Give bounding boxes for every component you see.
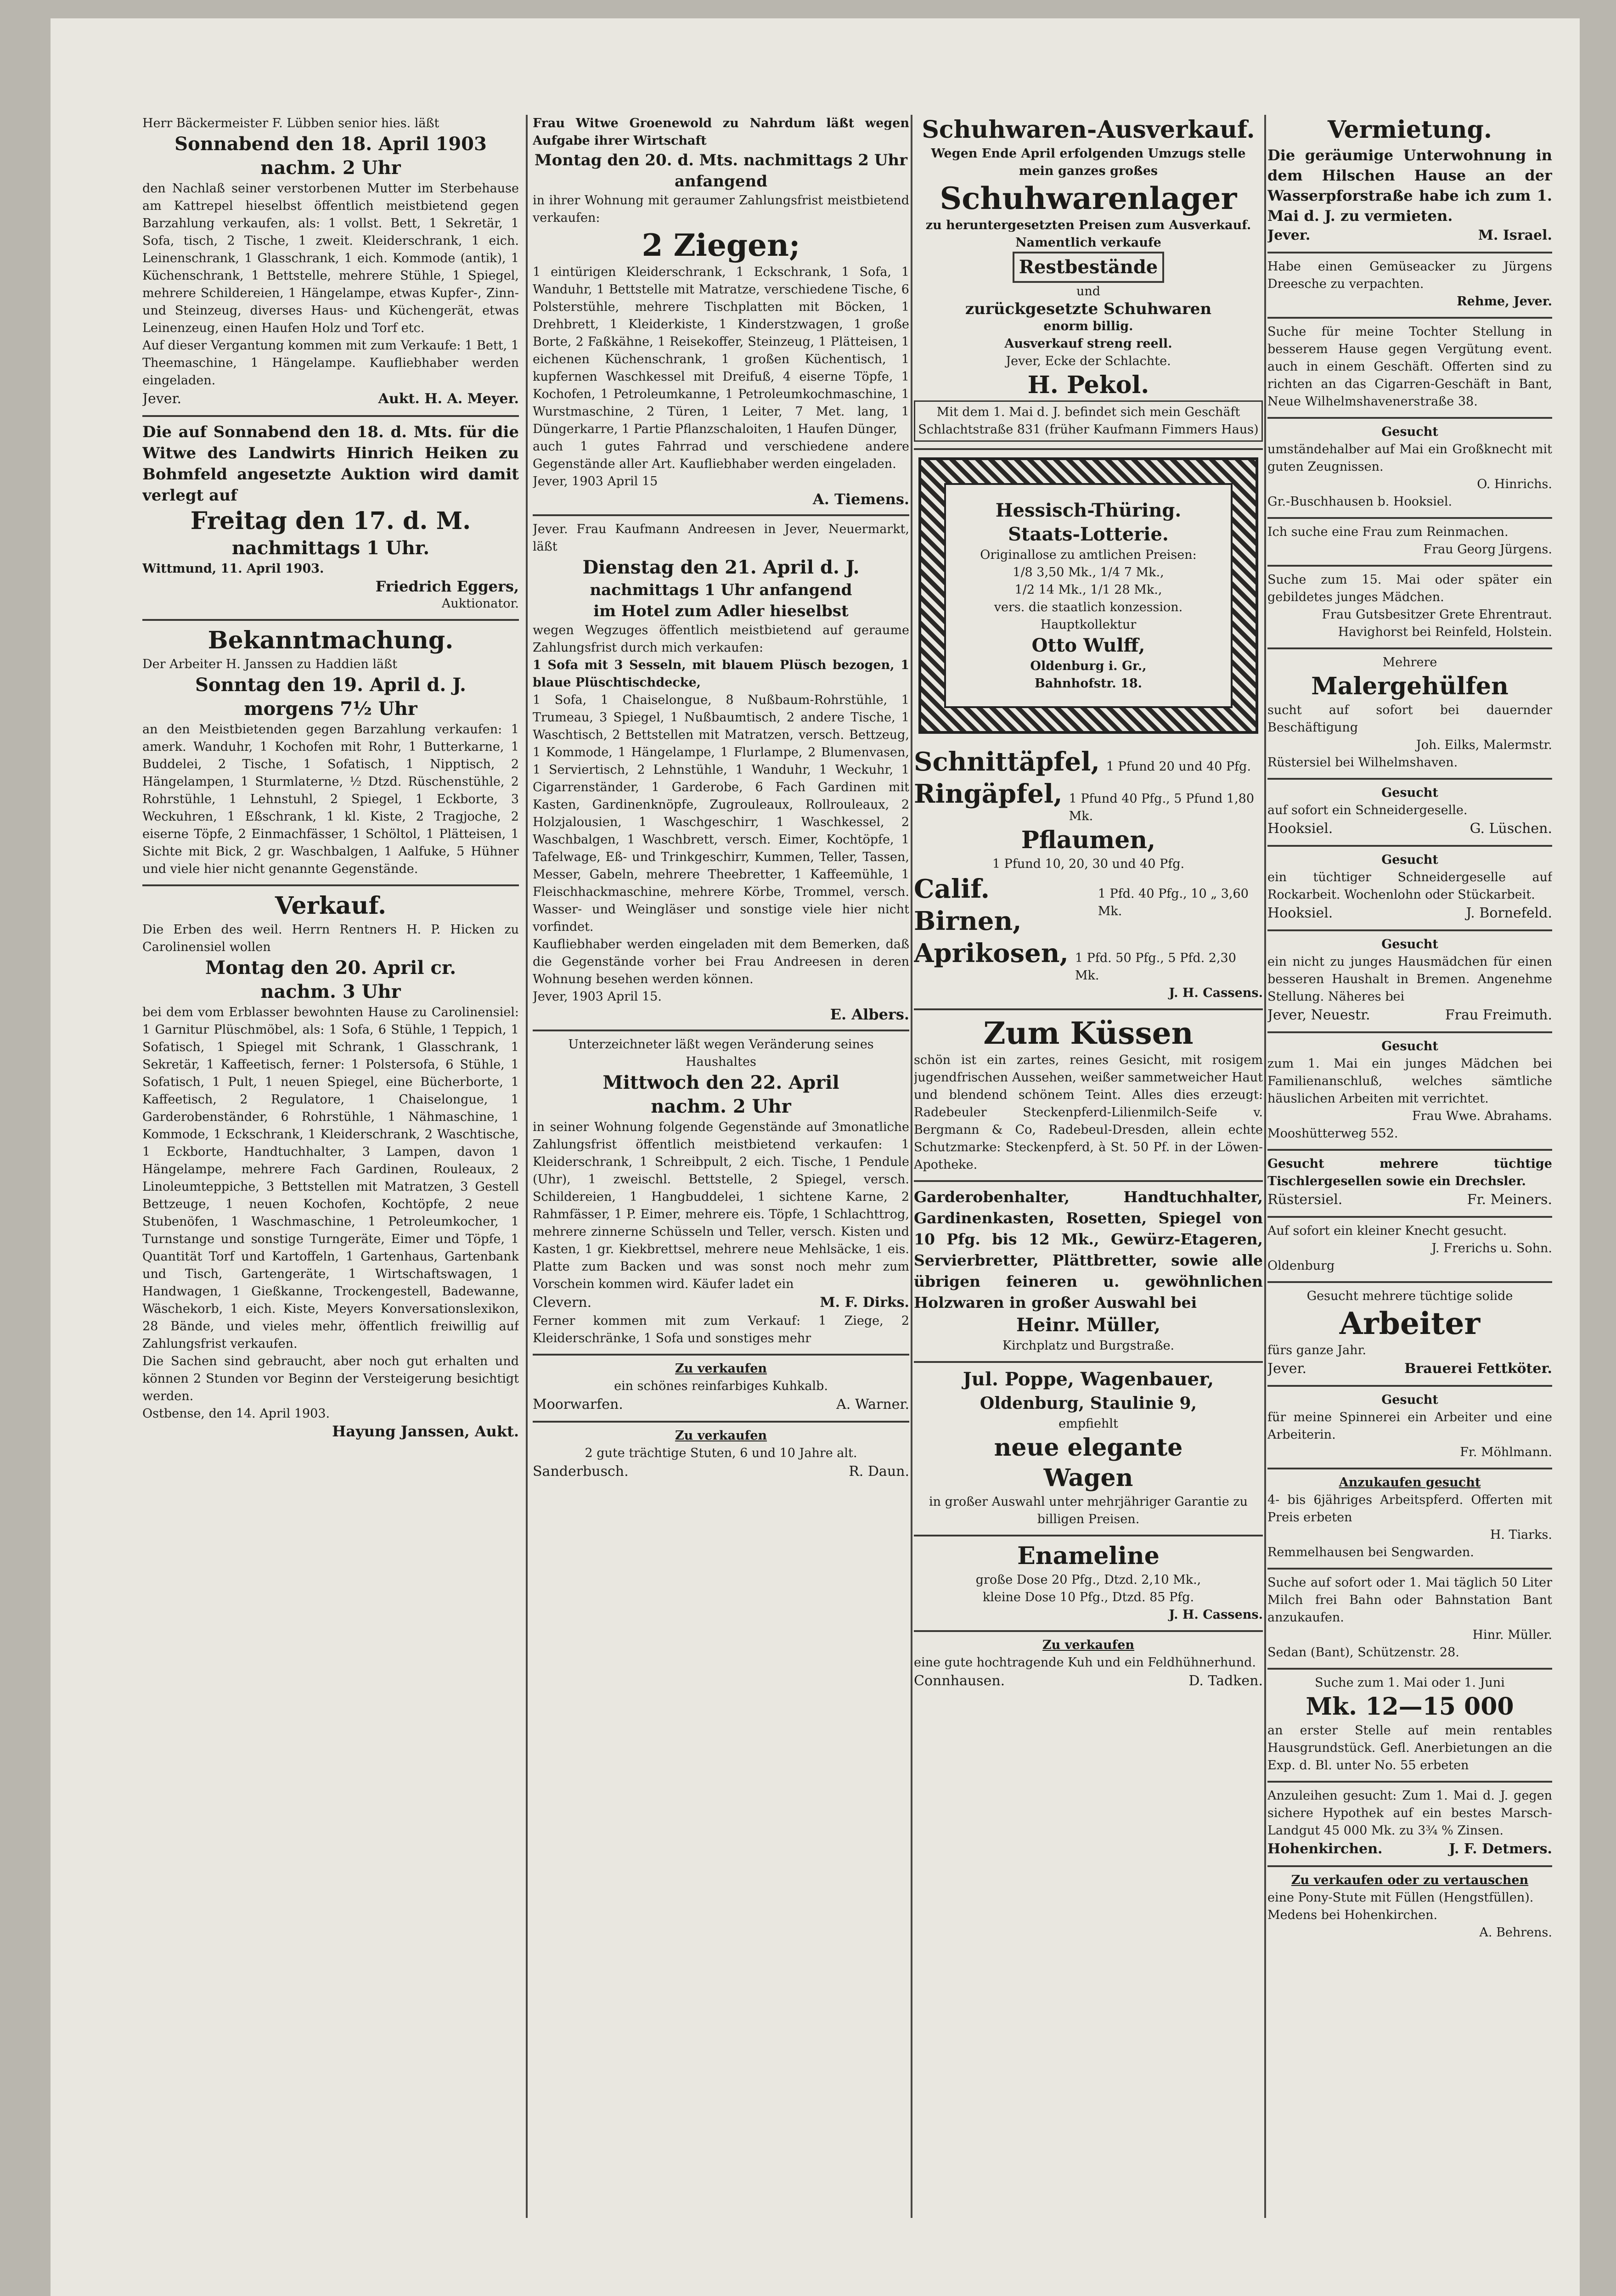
ad-signature: Hohenkirchen. J. F. Detmers. <box>1267 1841 1552 1857</box>
shoe-sale-pekol <box>914 110 1263 450</box>
ad-line-2: kleine Dose 10 Pfg., Dtzd. 85 Pfg. <box>982 1590 1194 1604</box>
fruit-name: Calif. Birnen, <box>914 874 1022 936</box>
ad-body: Suche zum 15. Mai oder später ein gebildetes junges Mädchen. <box>1267 573 1552 604</box>
wanted-meiners <box>1267 1151 1552 1218</box>
ad-body-2: Die Sachen sind gebraucht, aber noch gut erhalten und können 2 Stunden vor Beginn der Versteigerung besichtigt werden. <box>142 1354 519 1403</box>
ad-body: Gesucht mehrere tüchtige Tischlergesellen sowie ein Drechsler. <box>1267 1157 1552 1188</box>
ad-body: den Nachlaß seiner verstorbenen Mutter im Sterbehause am Kattrepel hieselbst öffentlich meistbietend gegen Barzahlung verkaufen, als: 1 vollst. Bett, 1 Sekretär, 1 Sofa, tisch, 2 Tische, 1 zweit. Kleiderschrank, 1 eich. Leinenschrank, 1 Glasschrank, 1 eich. Kommode (antik), 1 Küchenschrank, 1 Bettstelle, mehrere Stühle, 1 Spiegel, mehrere Schildereien, 1 Hängelampe, etwas Kupfer-, Zinn- und Steinzeug, diverses Haus- und Küchengerät, etwas Leinenzeug, einen Haufen Holz und Torf etc. <box>142 181 519 335</box>
ad-title: Schuhwaren-Ausverkauf. <box>922 116 1255 144</box>
ad-intro: Herr Bäckermeister F. Lübben senior hies. läßt <box>142 116 439 130</box>
auction-heiken <box>142 417 519 621</box>
lottery-ad <box>918 457 1258 734</box>
fruit-price: 1 Pfd. 40 Pfg., 10 „ 3,60 Mk. <box>1098 887 1249 918</box>
ad-address: Kirchplatz und Burgstraße. <box>1002 1339 1175 1353</box>
fruit-name: Aprikosen, <box>914 938 1069 968</box>
ad-place: Ostbense, den 14. April 1903. <box>142 1407 330 1421</box>
wanted-lueschen <box>1267 780 1552 847</box>
ad-intro: Der Arbeiter H. Janssen zu Haddien läßt <box>142 657 398 671</box>
ad-title: Verkauf. <box>275 892 387 920</box>
ad-signer: Heinr. Müller, <box>1016 1314 1161 1336</box>
ad-title: Gesucht <box>1381 853 1438 867</box>
position-wanted <box>1267 319 1552 419</box>
ad-place: Medens bei Hohenkirchen. <box>1267 1908 1438 1922</box>
ad-body: Garderobenhalter, Handtuchhalter, Gardinenkasten, Rosetten, Spiegel von 10 Pfg. bis 12 Mk., Gewürz-Etageren, Servierbretter, Plättbretter, sowie alle übrigen feineren u. gewöhnlichen Holzwaren in großer Auswahl bei <box>914 1188 1263 1311</box>
ad-title: Mk. 12—15 000 <box>1306 1693 1514 1721</box>
ad-date: Montag den 20. d. Mts. nachmittags 2 Uhr anfangend <box>535 151 907 191</box>
ad-headline: 2 Ziegen; <box>642 227 800 263</box>
fruit-price: 1 Pfund 20 und 40 Pfg. <box>1106 760 1251 774</box>
ad-time: nachmittags 1 Uhr anfangend <box>590 581 852 599</box>
ad-body: Ich suche eine Frau zum Reinmachen. <box>1267 525 1509 539</box>
ad-date: Mittwoch den 22. April <box>602 1072 839 1093</box>
ad-title: Anzukaufen gesucht <box>1339 1475 1481 1490</box>
ad-lead: 1 Sofa mit 3 Sesseln, mit blauem Plüsch bezogen, 1 blaue Plüschtischdecke, <box>533 658 909 690</box>
ad-body: Suche für meine Tochter Stellung in besserem Hause gegen Vergütung event. auch in einem Geschäft. Offerten sind zu richten an das Cigarren-Geschäft in Bant, Neue Wilhelmshavenerstraße 38. <box>1267 325 1552 409</box>
wanted-freimuth <box>1267 931 1552 1033</box>
column-rule <box>1264 115 1266 2218</box>
auction-groenewold <box>533 110 909 516</box>
auction-dirks <box>533 1031 909 1356</box>
ad-date: Sonntag den 19. April d. J. <box>195 674 466 696</box>
soap-ad-steckenpferd <box>914 1010 1263 1182</box>
ad-title: Malergehülfen <box>1311 672 1509 700</box>
ad-body: an den Meistbietenden gegen Barzahlung verkaufen: 1 amerk. Wanduhr, 1 Kochofen mit Rohr, 1 Butterkarne, 1 Buddelei, 2 Tische, 1 Sofatisch, 1 Nipptisch, 2 Hängelampen, 1 Sturmlaterne, ½ Dtzd. Rüschenstühle, 2 Rohrstühle, 1 Lehnstuhl, 2 Spiegel, 1 Eckborte, 3 Weckuhren, 1 Eßschrank, 1 kl. Kiste, 2 Tragjoche, 2 eiserne Töpfe, 2 Einmachfässer, 1 Schöltol, 1 Plätteisen, 1 Sichte mit Bick, 2 gr. Waschbalgen, 1 Aalfuke, 5 Hühner und viele hier nicht genannte Gegenstände. <box>142 722 519 876</box>
ad-pre: Suche zum 1. Mai oder 1. Juni <box>1315 1676 1505 1690</box>
ad-body: ein nicht zu junges Hausmädchen für einen besseren Haushalt in Bremen. Angenehme Stellung. Näheres bei <box>1267 955 1552 1004</box>
fruit-price: 1 Pfund 10, 20, 30 und 40 Pfg. <box>992 857 1185 871</box>
ad-headline-2: Wagen <box>1043 1464 1133 1492</box>
ad-title: Arbeiter <box>1339 1306 1481 1341</box>
ad-place: Mooshütterweg 552. <box>1267 1126 1398 1141</box>
ad-body: 4- bis 6jähriges Arbeitspferd. Offerten mit Preis erbeten <box>1267 1493 1552 1525</box>
ad-title: Enameline <box>1017 1542 1160 1570</box>
fruit-name: Schnittäpfel, <box>914 747 1100 777</box>
ad-date: Dienstag den 21. April d. J. <box>582 557 860 578</box>
ad-place: Jever, 1903 April 15 <box>533 474 658 489</box>
ad-boxed-text: Restbestände <box>1013 252 1165 283</box>
ad-items-2: Kaufliebhaber werden eingeladen mit dem Bemerken, daß die Gegenstände vorher bei Frau Andreesen in deren Wohnung besehen werden können. <box>533 937 909 986</box>
wanted-hinrichs <box>1267 419 1552 519</box>
ad-signature: Jever, Neuestr. Frau Freimuth. <box>1267 1007 1552 1023</box>
fruit-price: 1 Pfd. 50 Pfg., 5 Pfd. 2,30 Mk. <box>1075 951 1236 983</box>
ad-signer: H. Pekol. <box>1027 371 1149 399</box>
lottery-inner <box>944 483 1233 708</box>
ad-body: in seiner Wohnung folgende Gegenstände auf 3monatliche Zahlungsfrist öffentlich meistbietend verkaufen: 1 Kleiderschrank, 1 Schreibpult, 2 eich. Tische, 1 Pendule (Uhr), 1 zweischl. Bettstelle, 2 Spiegel, versch. Schildereien, 1 Hangbuddelei, 1 sichtene Karne, 2 Rahmfässer, 1 P. Eimer, mehrere eis. Töpfe, 1 Schlachttrog, mehrere zinnerne Schüsseln und Teller, versch. Kisten und Kasten, 1 gr. Kiekbrettsel, mehrere neue Mehlsäcke, 1 eis. Platte zum Backen und was sonst noch mehr zum Vorschein kommen wird. Käufer ladet ein <box>533 1120 909 1291</box>
ad-intro: Jever. Frau Kaufmann Andreesen in Jever, Neuermarkt, läßt <box>533 522 909 554</box>
column-3 <box>914 110 1263 2223</box>
wanted-horse-tiarks <box>1267 1469 1552 1570</box>
ad-items-2: auch 1 gutes Fahrrad und verschiedene andere Gegenstände aller Art. Kaufliebhaber werden eingeladen. <box>533 439 909 471</box>
ad-date: Sonnabend den 18. April 1903 <box>175 133 487 155</box>
loan-detmers <box>1267 1783 1552 1867</box>
ad-title: Zum Küssen <box>983 1015 1194 1051</box>
wanted-moehlmann <box>1267 1387 1552 1469</box>
wanted-frerichs <box>1267 1218 1552 1283</box>
ad-role: Auktionator. <box>441 597 519 611</box>
ad-signer: Fr. Möhlmann. <box>1460 1445 1552 1459</box>
ad-signer: E. Albers. <box>830 1006 909 1023</box>
sale-daun <box>533 1423 909 1488</box>
ad-title: Zu verkaufen <box>675 1362 767 1376</box>
ad-body: bei dem vom Erblasser bewohnten Hause zu Carolinensiel: 1 Garnitur Plüschmöbel, als: 1 Sofa, 6 Stühle, 1 Teppich, 1 Sofatisch, 1 Spiegel mit Schrank, 1 Glasschrank, 1 Sekretär, 1 Kaffeetisch, ferner: 1 Polstersofa, 6 Stühle, 1 Sofatisch, 1 Pult, 1 neuen Spiegel, eine Bücherborte, 1 Kaffeetisch, 2 Regulatore, 1 Chaiselongue, 1 Garderobenständer, 6 Rohrstühle, 1 Nähmaschine, 1 Kommode, 1 Eckschrank, 1 Kleiderschrank, 2 Waschtische, 1 Eckborte, Handtuchhalter, 3 Lampen, davon 1 Hängelampe, mehrere Fach Gardinen, Rouleaux, 2 Linoleumteppiche, 3 Bettstellen mit Matratzen, 3 Gestell Bettzeuge, 1 neuen Kochofen, Kochtöpfe, 2 neue Stubenöfen, 1 Waschmaschine, 1 Petroleumkocher, 1 Turnstange und sonstige Turngeräte, Eimer und Töpfe, 1 Quantität Torf und Kartoffeln, 1 Gartenhaus, Gartenbank und Tisch, Gartengeräte, 1 Wirtschaftswagen, 1 Handwagen, 1 Gießkanne, Trockengestell, Badewanne, Wäschekorb, 1 eich. Kiste, Meyers Konversationslexikon, 28 Bände, und vieles mehr, öffentlich freiwillig auf Zahlungsfrist verkaufen. <box>142 1005 519 1351</box>
ad-body: sucht auf sofort bei dauernder Beschäftigung <box>1267 703 1552 735</box>
enameline-ad <box>914 1536 1263 1632</box>
ad-note: Mit dem 1. Mai d. J. befindet sich mein Geschäft Schlachtstraße 831 (früher Kaufmann Fimmers Haus) <box>914 400 1263 442</box>
lottery-sub-2: vers. die staatlich konzession. Hauptkollektur <box>994 600 1183 632</box>
ad-intro: Die Erben des weil. Herrn Rentners H. P. Hicken zu Carolinensiel wollen <box>142 923 519 954</box>
ad-pre: Gesucht mehrere tüchtige solide <box>1306 1289 1513 1303</box>
ad-place: Havighorst bei Reinfeld, Holstein. <box>1338 625 1552 639</box>
announcement-janssen <box>142 621 519 886</box>
ad-place: Oldenburg <box>1267 1259 1335 1273</box>
ad-body: an erster Stelle auf mein rentables Hausgrundstück. Gefl. Anerbietungen an die Exp. d. Bl. unter No. 55 erbeten <box>1267 1723 1552 1773</box>
ad-signer: Hayung Janssen, Aukt. <box>332 1423 519 1440</box>
wanted-abrahams <box>1267 1033 1552 1151</box>
rental-israel <box>1267 110 1552 253</box>
ad-title: Gesucht <box>1381 937 1438 951</box>
ad-signer: Joh. Eilks, Malermstr. <box>1416 738 1552 752</box>
ad-body: Auf sofort ein kleiner Knecht gesucht. <box>1267 1224 1507 1238</box>
sale-hicken <box>142 886 519 1446</box>
ad-intro: Unterzeichneter läßt wegen Veränderung seines Haushaltes <box>568 1037 874 1069</box>
column-2 <box>533 110 909 2223</box>
ad-place: Sedan (Bant), Schützenstr. 28. <box>1267 1645 1459 1660</box>
ad-signature: Jever. Aukt. H. A. Meyer. <box>142 391 519 407</box>
fruit-name: Pflaumen, <box>1021 826 1156 854</box>
ad-signer: A. Behrens. <box>1479 1925 1552 1940</box>
ad-line-2: zurückgesetzte Schuhwaren <box>965 300 1212 318</box>
ad-body: ein tüchtiger Schneidergeselle auf Rockarbeit. Wochenlohn oder Stückarbeit. <box>1267 870 1552 902</box>
ad-body: auf sofort ein Schneidergeselle. <box>1267 803 1468 817</box>
ad-date: Montag den 20. April cr. <box>205 957 456 979</box>
ad-body: Suche auf sofort oder 1. Mai täglich 50 Liter Milch frei Bahn oder Bahnstation Bant anzukaufen. <box>1267 1576 1552 1625</box>
ad-signature: Moorwarfen. A. Warner. <box>533 1396 909 1412</box>
ad-intro: Frau Witwe Groenewold zu Nahrdum läßt wegen Aufgabe ihrer Wirtschaft <box>533 116 909 148</box>
lottery-prices-2: 1/2 14 Mk., 1/1 28 Mk., <box>1014 583 1162 597</box>
ad-signer: Hinr. Müller. <box>1472 1628 1552 1642</box>
ad-signer: J. H. Cassens. <box>1169 986 1263 1000</box>
ad-signer: Frau Gutsbesitzer Grete Ehrentraut. <box>1322 608 1552 622</box>
ad-signer: Frau Wwe. Abrahams. <box>1412 1109 1552 1123</box>
ad-signer: J. Frerichs u. Sohn. <box>1431 1241 1552 1255</box>
ad-intro: Wegen Ende April erfolgenden Umzugs stelle mein ganzes großes <box>931 146 1246 178</box>
ad-body: Die geräumige Unterwohnung in dem Hilschen Hause an der Wasserpforstraße habe ich zum 1. Mai d. J. zu vermieten. <box>1267 146 1552 225</box>
fruit-name: Ringäpfel, <box>914 779 1063 809</box>
ad-signer: H. Tiarks. <box>1490 1528 1552 1542</box>
ad-body: eine gute hochtragende Kuh und ein Feldhühnerhund. <box>914 1655 1256 1670</box>
ad-body: Anzuleihen gesucht: Zum 1. Mai d. J. gegen sichere Hypothek auf ein bestes Marsch-Landgut 45 000 Mk. zu 3¾ % Zinsen. <box>1267 1789 1552 1838</box>
ad-title: Gesucht <box>1381 786 1438 800</box>
column-4 <box>1267 110 1552 2223</box>
ad-place: Rüstersiel bei Wilhelmshaven. <box>1267 755 1458 770</box>
ad-time: nachm. 2 Uhr <box>651 1096 791 1117</box>
ad-signature: Jever. M. Israel. <box>1267 227 1552 243</box>
ad-body: wegen Wegzuges öffentlich meistbietend auf geraume Zahlungsfrist durch mich verkaufen: <box>533 623 909 655</box>
ad-signer: Friedrich Eggers, <box>375 578 519 595</box>
ad-signature: Hooksiel. J. Bornefeld. <box>1267 905 1552 921</box>
fruit-price: 1 Pfund 40 Pfg., 5 Pfund 1,80 Mk. <box>1069 792 1255 823</box>
ad-body: umständehalber auf Mai ein Großknecht mit guten Zeugnissen. <box>1267 442 1552 474</box>
ad-body-2: Ferner kommen mit zum Verkauf: 1 Ziege, 2 Kleiderschränke, 1 Sofa und sonstiges mehr <box>533 1314 909 1345</box>
ad-place: Jever, 1903 April 15. <box>533 990 662 1004</box>
ad-time: nachm. 3 Uhr <box>260 981 401 1002</box>
ad-headline-1: neue elegante <box>994 1434 1183 1462</box>
ad-time: morgens 7½ Uhr <box>244 698 417 720</box>
sale-warner <box>533 1356 909 1423</box>
ad-title: Zu verkaufen oder zu vertauschen <box>1291 1873 1529 1887</box>
ad-body: in ihrer Wohnung mit geraumer Zahlungsfrist meistbietend verkaufen: <box>533 193 909 225</box>
ad-line-3: enorm billig. <box>1043 319 1133 333</box>
ad-signer: A. Tiemens. <box>812 490 909 508</box>
ad-line-1: große Dose 20 Pfg., Dtzd. 2,10 Mk., <box>975 1573 1201 1587</box>
ad-body: 2 gute trächtige Stuten, 6 und 10 Jahre alt. <box>585 1446 857 1460</box>
ad-body-2: Auf dieser Vergantung kommen mit zum Verkaufe: 1 Bett, 1 Theemaschine, 1 Hängelampe. Kaufliebhaber werden eingeladen. <box>142 338 519 388</box>
ad-items: 1 eintürigen Kleiderschrank, 1 Eckschrank, 1 Sofa, 1 Wanduhr, 1 Bettstelle mit Matratze, verschiedene Tische, 6 Polsterstühle, mehrere Tischplatten mit Böcken, 1 Drehbrett, 1 Kleiderkiste, 1 Kinderstzwagen, 1 große Borte, 2 Faßkähne, 1 Reisekoffer, Steinzeug, 1 Plätteisen, 1 eichenen Küchenschrank, 1 großen Küchentisch, 1 kupfernen Waschkessel mit Dreifuß, 4 eiserne Töpfe, 1 Kochofen, 1 Petroleumkanne, 1 Petroleumkochmaschine, 1 Wurstmaschine, 2 Türen, 1 Leiter, 7 Met. lang, 1 Düngerkarre, 1 Partie Pflanzschaloiten, 1 Haufen Dünger, <box>533 265 909 436</box>
ad-signature: Connhausen. D. Tadken. <box>914 1673 1263 1689</box>
auction-luebben <box>142 110 519 417</box>
ad-title: Gesucht <box>1381 425 1438 439</box>
column-rule <box>911 115 912 2218</box>
lottery-title-1: Hessisch-Thüring. <box>995 500 1182 521</box>
wanted-painters-eilks <box>1267 649 1552 780</box>
ad-venue: im Hotel zum Adler hieselbst <box>593 602 849 620</box>
ad-body: eine Pony-Stute mit Füllen (Hengstfüllen). <box>1267 1891 1534 1905</box>
ad-signature: Clevern. M. F. Dirks. <box>533 1294 909 1311</box>
ad-line-5: Jever, Ecke der Schlachte. <box>1006 354 1171 368</box>
newspaper-page <box>51 18 1580 2296</box>
ad-signer: J. H. Cassens. <box>1169 1608 1263 1622</box>
ad-body: schön ist ein zartes, reines Gesicht, mit rosigem jugendfrischen Aussehen, weißer sammetweicher Haut und blendend schönem Teint. Alles dies erzeugt: Radebeuler Steckenpferd-Lilienmilch-Seife v. Bergmann & Co, Radebeul-Dresden, allein echte Schutzmarke: Steckenpferd, à St. 50 Pf. in der Löwen-Apotheke. <box>914 1053 1263 1172</box>
wagon-builder-poppe <box>914 1363 1263 1536</box>
ad-place: Gr.-Buschhausen b. Hooksiel. <box>1267 495 1453 509</box>
sale-behrens <box>1267 1867 1552 1948</box>
ad-und: und <box>1076 284 1101 298</box>
ad-place: Wittmund, 11. April 1903. <box>142 562 324 576</box>
wanted-workers-fettkoeter <box>1267 1283 1552 1387</box>
ad-signer: Frau Georg Jürgens. <box>1423 542 1552 557</box>
lottery-sub: Originallose zu amtlichen Preisen: <box>980 548 1197 562</box>
woodware-mueller <box>914 1182 1263 1363</box>
ad-title: Gesucht <box>1381 1039 1438 1053</box>
ad-body: zu heruntergesetzten Preisen zum Ausverkauf. Namentlich verkaufe <box>925 218 1251 250</box>
lottery-name: Otto Wulff, <box>1031 635 1145 656</box>
lottery-title-2: Staats-Lotterie. <box>1008 523 1169 545</box>
ad-time: nachm. 2 Uhr <box>260 157 401 179</box>
wanted-milk-mueller <box>1267 1570 1552 1670</box>
ad-body: für meine Spinnerei ein Arbeiter und eine Arbeiterin. <box>1267 1410 1552 1442</box>
ad-recommends: empfiehlt <box>1059 1417 1118 1431</box>
ad-signer: Rehme, Jever. <box>1457 294 1552 309</box>
mortgage-wanted <box>1267 1670 1552 1783</box>
column-1 <box>142 110 519 2223</box>
ad-headline: Schuhwarenlager <box>940 180 1237 216</box>
ad-signer: O. Hinrichs. <box>1477 477 1552 491</box>
dried-fruit-cassens <box>914 741 1263 1010</box>
ad-body: ein schönes reinfarbiges Kuhkalb. <box>614 1379 828 1393</box>
ad-body: zum 1. Mai ein junges Mädchen bei Familienanschluß, welches sämtliche häuslichen Arbeiten mit verrichtet. <box>1267 1057 1552 1106</box>
ad-signature: Jever. Brauerei Fettköter. <box>1267 1361 1552 1377</box>
ad-title: Gesucht <box>1381 1393 1438 1407</box>
ad-intro: Die auf Sonnabend den 18. d. Mts. für die Witwe des Landwirts Hinrich Heiken zu Bohmfeld angesetzte Auktion wird damit verlegt auf <box>142 423 519 505</box>
ad-items: 1 Sofa, 1 Chaiselongue, 8 Nußbaum-Rohrstühle, 1 Trumeau, 3 Spiegel, 1 Nußbaumtisch, 2 andere Tische, 1 Waschtisch, 2 Bettstellen mit Matratzen, versch. Bettzeug, 1 Kommode, 1 Hängelampe, 1 Flurlampe, 2 Blumenvasen, 1 Serviertisch, 2 Lehnstühle, 1 Wanduhr, 1 Weckuhr, 1 Cigarrenständer, 1 Garderobe, 6 Fach Gardinen mit Kasten, Gardinenknöpfe, Zugrouleaux, Rollrouleaux, 2 Holzjalousien, 1 Waschgeschirr, 1 Waschkessel, 2 Waschbalgen, 1 Waschbrett, versch. Eimer, Kochtöpfe, 1 Tafelwage, Eß- und Trinkgeschirr, Kummen, Teller, Tassen, Messer, Gabeln, mehrere Theebretter, 1 Kaffeemühle, 1 Fleischhackmaschine, mehrere Körbe, Trommel, versch. Wasser- und Weingläser und sonstige viele hier nicht vorfindet. <box>533 693 909 934</box>
ad-signature: Rüstersiel. Fr. Meiners. <box>1267 1192 1552 1208</box>
ad-title: Vermietung. <box>1327 116 1492 144</box>
lottery-prices-1: 1/8 3,50 Mk., 1/4 7 Mk., <box>1013 565 1164 580</box>
ad-title: Zu verkaufen <box>1042 1638 1135 1652</box>
ad-title: Zu verkaufen <box>675 1429 767 1443</box>
wanted-bornefeld <box>1267 847 1552 931</box>
ad-time: nachmittags 1 Uhr. <box>231 537 430 559</box>
ad-date: Freitag den 17. d. M. <box>190 507 471 535</box>
lottery-street: Bahnhofstr. 18. <box>1034 676 1143 691</box>
sale-tadken <box>914 1632 1263 1697</box>
auction-andreesen <box>533 516 909 1031</box>
wanted-ehrentraut <box>1267 567 1552 649</box>
ad-city: Oldenburg, Staulinie 9, <box>980 1394 1197 1413</box>
lease-rehme <box>1267 253 1552 319</box>
ad-line-4: Ausverkauf streng reell. <box>1004 337 1172 351</box>
column-rule <box>526 115 528 2218</box>
ad-title: Jul. Poppe, Wagenbauer, <box>963 1368 1214 1390</box>
ad-signature: Sanderbusch. R. Daun. <box>533 1463 909 1480</box>
ad-signature: Hooksiel. G. Lüschen. <box>1267 821 1552 837</box>
ad-place: Remmelhausen bei Sengwarden. <box>1267 1545 1474 1559</box>
ad-body: Habe einen Gemüseacker zu Jürgens Dreesche zu verpachten. <box>1267 259 1552 291</box>
wanted-juergens <box>1267 519 1552 567</box>
ad-body: in großer Auswahl unter mehrjähriger Garantie zu billigen Preisen. <box>929 1495 1248 1526</box>
ad-body: fürs ganze Jahr. <box>1267 1343 1367 1357</box>
ad-pre: Mehrere <box>1382 655 1437 670</box>
ad-title: Bekanntmachung. <box>208 626 454 654</box>
lottery-city: Oldenburg i. Gr., <box>1030 659 1147 673</box>
